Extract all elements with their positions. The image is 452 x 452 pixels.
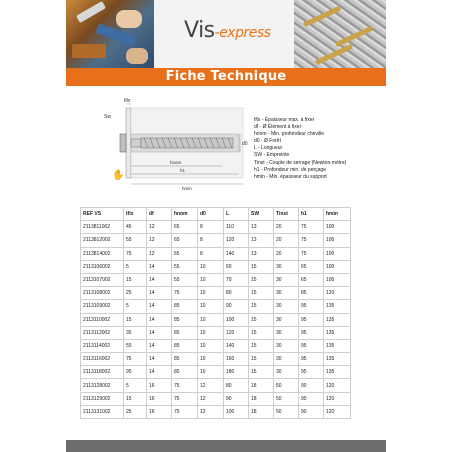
table-cell: 16	[147, 405, 172, 418]
table-cell: 85	[299, 287, 324, 300]
table-cell: 15	[124, 313, 147, 326]
table-cell: 15	[249, 313, 274, 326]
table-cell: 30	[274, 273, 299, 286]
table-cell: 85	[172, 353, 198, 366]
table-cell: 90	[224, 392, 249, 405]
table-cell: 85	[172, 313, 198, 326]
label-tfix: tfix	[124, 98, 131, 104]
table-row	[81, 353, 351, 366]
table-cell: 75	[172, 405, 198, 418]
legend-item: hnom - Min. profondeur cheville	[254, 131, 325, 138]
table-header-row	[81, 208, 351, 221]
table-cell: 90	[299, 379, 324, 392]
table-cell: 120	[324, 405, 351, 418]
table-cell: 80	[224, 379, 249, 392]
table-cell: 2113118002	[81, 366, 124, 379]
table-cell: 2113109002	[81, 300, 124, 313]
header-photo-screws	[294, 0, 386, 68]
table-cell: 135	[324, 313, 351, 326]
brand-logo: Vis-express	[184, 18, 271, 43]
table-cell: 14	[147, 287, 172, 300]
legend-item: Tinst - Couple de serrage (Newton-mètre)	[254, 159, 347, 166]
table-cell: 30	[274, 339, 299, 352]
table-cell: 20	[274, 221, 299, 234]
table-cell: 5	[124, 260, 147, 273]
table-cell: 8	[198, 247, 224, 260]
table-cell: 2113131002	[81, 405, 124, 418]
table-cell: 100	[324, 273, 351, 286]
table-cell: 2113108002	[81, 287, 124, 300]
label-hnom: hnom	[170, 160, 182, 165]
legend	[254, 117, 384, 181]
table-cell: 10	[198, 287, 224, 300]
table-cell: 95	[124, 366, 147, 379]
table-cell: 75	[124, 353, 147, 366]
table-cell: 100	[324, 247, 351, 260]
table-cell: 140	[224, 247, 249, 260]
table-cell: 100	[324, 221, 351, 234]
table-cell: 90	[299, 392, 324, 405]
table-cell: 14	[147, 313, 172, 326]
table-cell: 15	[249, 339, 274, 352]
table-cell: 75	[172, 287, 198, 300]
table-cell: 90	[299, 405, 324, 418]
table-cell: 15	[249, 366, 274, 379]
table-cell: 15	[124, 392, 147, 405]
table-cell: 5	[124, 379, 147, 392]
table-cell: 55	[172, 273, 198, 286]
table-cell: 2113814002	[81, 247, 124, 260]
table-cell: 2113114002	[81, 339, 124, 352]
table-cell: 15	[249, 353, 274, 366]
table-cell: 2113110002	[81, 313, 124, 326]
table-cell: 75	[299, 234, 324, 247]
label-sw: Sw	[104, 114, 111, 120]
label-h1: h1	[180, 168, 186, 173]
table-cell: 120	[324, 392, 351, 405]
table-cell: 30	[274, 366, 299, 379]
table-cell: 65	[299, 273, 324, 286]
table-cell: 10	[198, 300, 224, 313]
table-cell: 30	[274, 353, 299, 366]
table-cell: 15	[249, 260, 274, 273]
table-row	[81, 300, 351, 313]
table-cell: 16	[147, 392, 172, 405]
table-cell: 100	[324, 260, 351, 273]
table-cell: 15	[249, 326, 274, 339]
table-cell: 80	[224, 287, 249, 300]
table-cell: 2113106002	[81, 260, 124, 273]
table-cell: 120	[324, 379, 351, 392]
table-cell: 95	[299, 339, 324, 352]
table-row	[81, 247, 351, 260]
table-cell: 12	[198, 392, 224, 405]
column-header: hmin	[324, 208, 351, 221]
table-cell: 95	[299, 313, 324, 326]
table-cell: 14	[147, 353, 172, 366]
table-cell: 14	[147, 300, 172, 313]
table-cell: 100	[224, 405, 249, 418]
table-cell: 100	[324, 234, 351, 247]
table-row	[81, 326, 351, 339]
table-cell: 15	[249, 287, 274, 300]
table-cell: 120	[224, 234, 249, 247]
header	[66, 0, 386, 68]
column-header: d0	[198, 208, 224, 221]
fixture-plate	[126, 108, 131, 178]
table-body	[81, 221, 351, 419]
legend-item: tfix - Épaisseur max. à fixer	[254, 117, 315, 123]
table-cell: 45	[124, 221, 147, 234]
table-cell: 2113116002	[81, 353, 124, 366]
table-cell: 15	[249, 300, 274, 313]
column-header: SW	[249, 208, 274, 221]
table-cell: 35	[124, 326, 147, 339]
table-cell: 18	[249, 392, 274, 405]
table-cell: 30	[274, 326, 299, 339]
table-cell: 18	[249, 379, 274, 392]
table-cell: 25	[124, 405, 147, 418]
table-cell: 2113128002	[81, 379, 124, 392]
legend-item: d0 - Ø Forêt	[254, 138, 281, 145]
table-cell: 10	[198, 353, 224, 366]
table-row	[81, 260, 351, 273]
table-cell: 50	[274, 405, 299, 418]
column-header: REF VS	[81, 208, 124, 221]
table-cell: 75	[299, 221, 324, 234]
header-photo-tools	[66, 0, 154, 68]
table-cell: 13	[249, 221, 274, 234]
table-cell: 2113112002	[81, 326, 124, 339]
table-cell: 30	[274, 287, 299, 300]
table-cell: 20	[274, 234, 299, 247]
table-cell: 10	[198, 313, 224, 326]
table-cell: 13	[249, 234, 274, 247]
table-cell: 160	[224, 353, 249, 366]
table-cell: 75	[172, 392, 198, 405]
table-cell: 135	[324, 366, 351, 379]
table-row	[81, 234, 351, 247]
column-header: L	[224, 208, 249, 221]
page-title-banner: Fiche Technique	[66, 68, 386, 86]
table-cell: 85	[172, 366, 198, 379]
label-hmin: hmin	[182, 186, 192, 191]
table-cell: 15	[124, 273, 147, 286]
table-cell: 120	[324, 287, 351, 300]
table-cell: 110	[224, 221, 249, 234]
table-cell: 14	[147, 339, 172, 352]
table-cell: 75	[172, 379, 198, 392]
table-cell: 85	[172, 339, 198, 352]
label-d0: d0	[242, 141, 248, 147]
screw-head	[120, 134, 126, 152]
table-cell: 30	[274, 300, 299, 313]
table-row	[81, 366, 351, 379]
table-cell: 180	[224, 366, 249, 379]
table-cell: 8	[198, 221, 224, 234]
table-cell: 65	[172, 221, 198, 234]
table-row	[81, 339, 351, 352]
table-cell: 55	[172, 260, 198, 273]
column-header: h1	[299, 208, 324, 221]
table-cell: 5	[124, 300, 147, 313]
table-cell: 85	[172, 300, 198, 313]
table-cell: 16	[147, 379, 172, 392]
table-cell: 8	[198, 234, 224, 247]
table-cell: 60	[224, 260, 249, 273]
table-row	[81, 313, 351, 326]
table-row	[81, 379, 351, 392]
table-cell: 50	[274, 392, 299, 405]
column-header: Tinst	[274, 208, 299, 221]
table-cell: 10	[198, 339, 224, 352]
table-cell: 14	[147, 273, 172, 286]
table-cell: 2113107002	[81, 273, 124, 286]
table-cell: 65	[299, 260, 324, 273]
column-header: df	[147, 208, 172, 221]
datasheet-page	[66, 0, 386, 452]
table-cell: 70	[224, 273, 249, 286]
table-cell: 2113129002	[81, 392, 124, 405]
legend-item: SW - Empreinte	[254, 152, 290, 159]
table-cell: 10	[198, 366, 224, 379]
spec-table	[80, 207, 351, 419]
table-cell: 12	[147, 247, 172, 260]
table-cell: 55	[124, 339, 147, 352]
table-cell: 30	[274, 313, 299, 326]
table-cell: 135	[324, 339, 351, 352]
table-cell: 14	[147, 366, 172, 379]
column-header: hnom	[172, 208, 198, 221]
legend-item: L - Longueur	[254, 145, 283, 152]
table-cell: 14	[147, 326, 172, 339]
table-cell: 2113811002	[81, 221, 124, 234]
column-header: tfix	[124, 208, 147, 221]
table-cell: 12	[198, 405, 224, 418]
screw-diagram	[100, 96, 250, 201]
table-cell: 12	[198, 379, 224, 392]
table-cell: 20	[274, 247, 299, 260]
legend-item: h1 - Profondeur min. de perçage	[254, 166, 326, 173]
table-cell: 135	[324, 326, 351, 339]
table-cell: 65	[172, 234, 198, 247]
table-cell: 75	[124, 247, 147, 260]
table-cell: 55	[124, 234, 147, 247]
table-cell: 25	[124, 287, 147, 300]
table-cell: 120	[224, 326, 249, 339]
table-row	[81, 273, 351, 286]
table-cell: 95	[299, 326, 324, 339]
table-cell: 95	[299, 353, 324, 366]
table-cell: 14	[147, 260, 172, 273]
table-cell: 18	[249, 405, 274, 418]
table-row	[81, 287, 351, 300]
table-cell: 135	[324, 300, 351, 313]
legend-item: df - Ø Élément à fixer	[254, 124, 302, 131]
table-cell: 100	[224, 313, 249, 326]
table-row	[81, 405, 351, 418]
table-cell: 135	[324, 353, 351, 366]
table-cell: 140	[224, 339, 249, 352]
table-cell: 85	[172, 326, 198, 339]
table-cell: 10	[198, 260, 224, 273]
screw-shank	[131, 139, 141, 147]
table-cell: 95	[299, 300, 324, 313]
table-row	[81, 392, 351, 405]
table-cell: 10	[198, 273, 224, 286]
table-row	[81, 221, 351, 234]
table-cell: 12	[147, 234, 172, 247]
table-cell: 12	[147, 221, 172, 234]
table-cell: 90	[224, 300, 249, 313]
hand-icon: ✋	[112, 170, 125, 181]
footer-bar	[66, 440, 386, 452]
table-cell: 15	[249, 273, 274, 286]
table-cell: 75	[299, 247, 324, 260]
table-cell: 10	[198, 326, 224, 339]
table-cell: 30	[274, 260, 299, 273]
table-cell: 2113812002	[81, 234, 124, 247]
table-cell: 50	[274, 379, 299, 392]
table-cell: 65	[172, 247, 198, 260]
table-cell: 13	[249, 247, 274, 260]
table-cell: 95	[299, 366, 324, 379]
legend-item: hmin - Min. épaisseur du support	[254, 173, 327, 180]
